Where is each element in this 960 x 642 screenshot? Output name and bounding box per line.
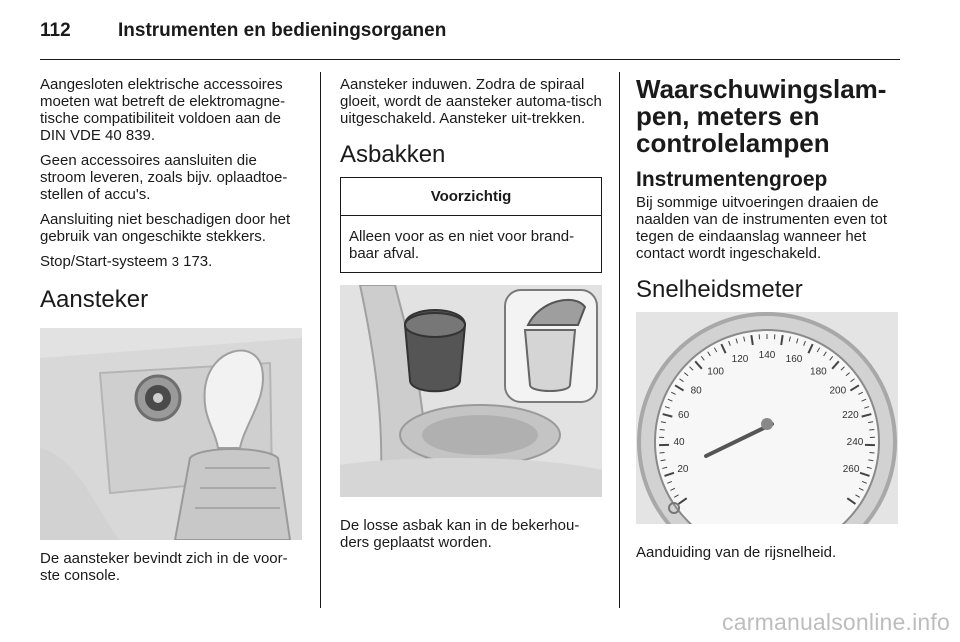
stop-start-text: Stop/Start-systeem — [40, 253, 168, 270]
lighter-illustration — [40, 328, 302, 540]
caution-box — [340, 177, 602, 273]
paragraph-instrument-cluster: Bij sommige uitvoeringen draaien de naalden van de instrumenten even tot tegen de eindaanslag wanneer het contact wordt ingeschakeld. — [636, 194, 888, 262]
speedometer-tick — [660, 452, 665, 453]
stop-start-page-ref[interactable]: 173. — [183, 253, 213, 270]
speedometer-label: 140 — [758, 350, 776, 361]
speedometer-label: 240 — [846, 436, 864, 448]
speedometer-label: 120 — [731, 354, 749, 366]
heading-aansteker: Aansteker — [40, 286, 149, 313]
paragraph-lighter-use: Aansteker induwen. Zodra de spiraal gloeit, wordt de aansteker automa-tisch uitgeschakeld. Aansteker uit-trekken. — [340, 76, 602, 127]
caption-lighter: De aansteker bevindt zich in de voor-ste console. — [40, 550, 288, 584]
caption-ashtray: De losse asbak kan in de bekerhou-ders geplaatst worden. — [340, 517, 580, 551]
speedometer-tick — [869, 429, 874, 430]
speedometer-illustration — [636, 312, 898, 524]
speedometer-label: 40 — [673, 436, 685, 448]
speedometer-tick — [869, 452, 874, 453]
speedometer-label: 60 — [678, 409, 690, 421]
column-3 — [636, 76, 900, 569]
caution-text: Alleen voor as en niet voor brand-baar afval. — [349, 228, 575, 262]
page-reference-icon: 3 — [171, 254, 179, 269]
watermark: carmanualsonline.info — [722, 609, 950, 635]
speedometer-label: 220 — [842, 409, 859, 421]
column-divider-2 — [619, 72, 620, 608]
paragraph-stop-start — [40, 253, 302, 270]
speedometer-tick — [660, 429, 665, 430]
paragraph-plugs: Aansluiting niet beschadigen door het gebruik van ongeschikte stekkers. — [40, 211, 291, 245]
header-rule — [40, 59, 900, 60]
speedometer-label: 260 — [842, 463, 860, 475]
column-2 — [340, 76, 602, 559]
speedometer-label: 80 — [690, 385, 702, 397]
page-number: 112 — [40, 20, 71, 41]
column-divider-1 — [320, 72, 321, 608]
caution-title: Voorzichtig — [341, 178, 601, 216]
ashtray-illustration — [340, 285, 602, 497]
paragraph-no-chargers: Geen accessoires aansluiten die stroom leveren, zoals bijv. oplaadtoe-stellen of accu's. — [40, 152, 288, 203]
heading-speedometer: Snelheidsmeter — [636, 276, 803, 303]
speedometer-label: 20 — [677, 463, 689, 475]
speedometer-label: 160 — [785, 354, 803, 366]
page-title: Instrumenten en bedieningsorganen — [118, 20, 447, 41]
column-1 — [40, 76, 302, 592]
caption-speedometer: Aanduiding van de rijsnelheid. — [636, 544, 837, 561]
paragraph-emc: Aangesloten elektrische accessoires moeten wat betreft de elektromagne-tische compatibiliteit voldoen aan de DIN VDE 40 839. — [40, 76, 286, 144]
heading-warning-lamps: Waarschuwingslam-pen, meters en controlelampen — [636, 74, 887, 158]
speedometer-label: 200 — [829, 385, 847, 397]
speedometer-label: 100 — [707, 366, 724, 378]
heading-instrument-cluster: Instrumentengroep — [636, 168, 828, 191]
speedometer-label: 180 — [810, 366, 827, 378]
heading-asbakken: Asbakken — [340, 141, 446, 168]
